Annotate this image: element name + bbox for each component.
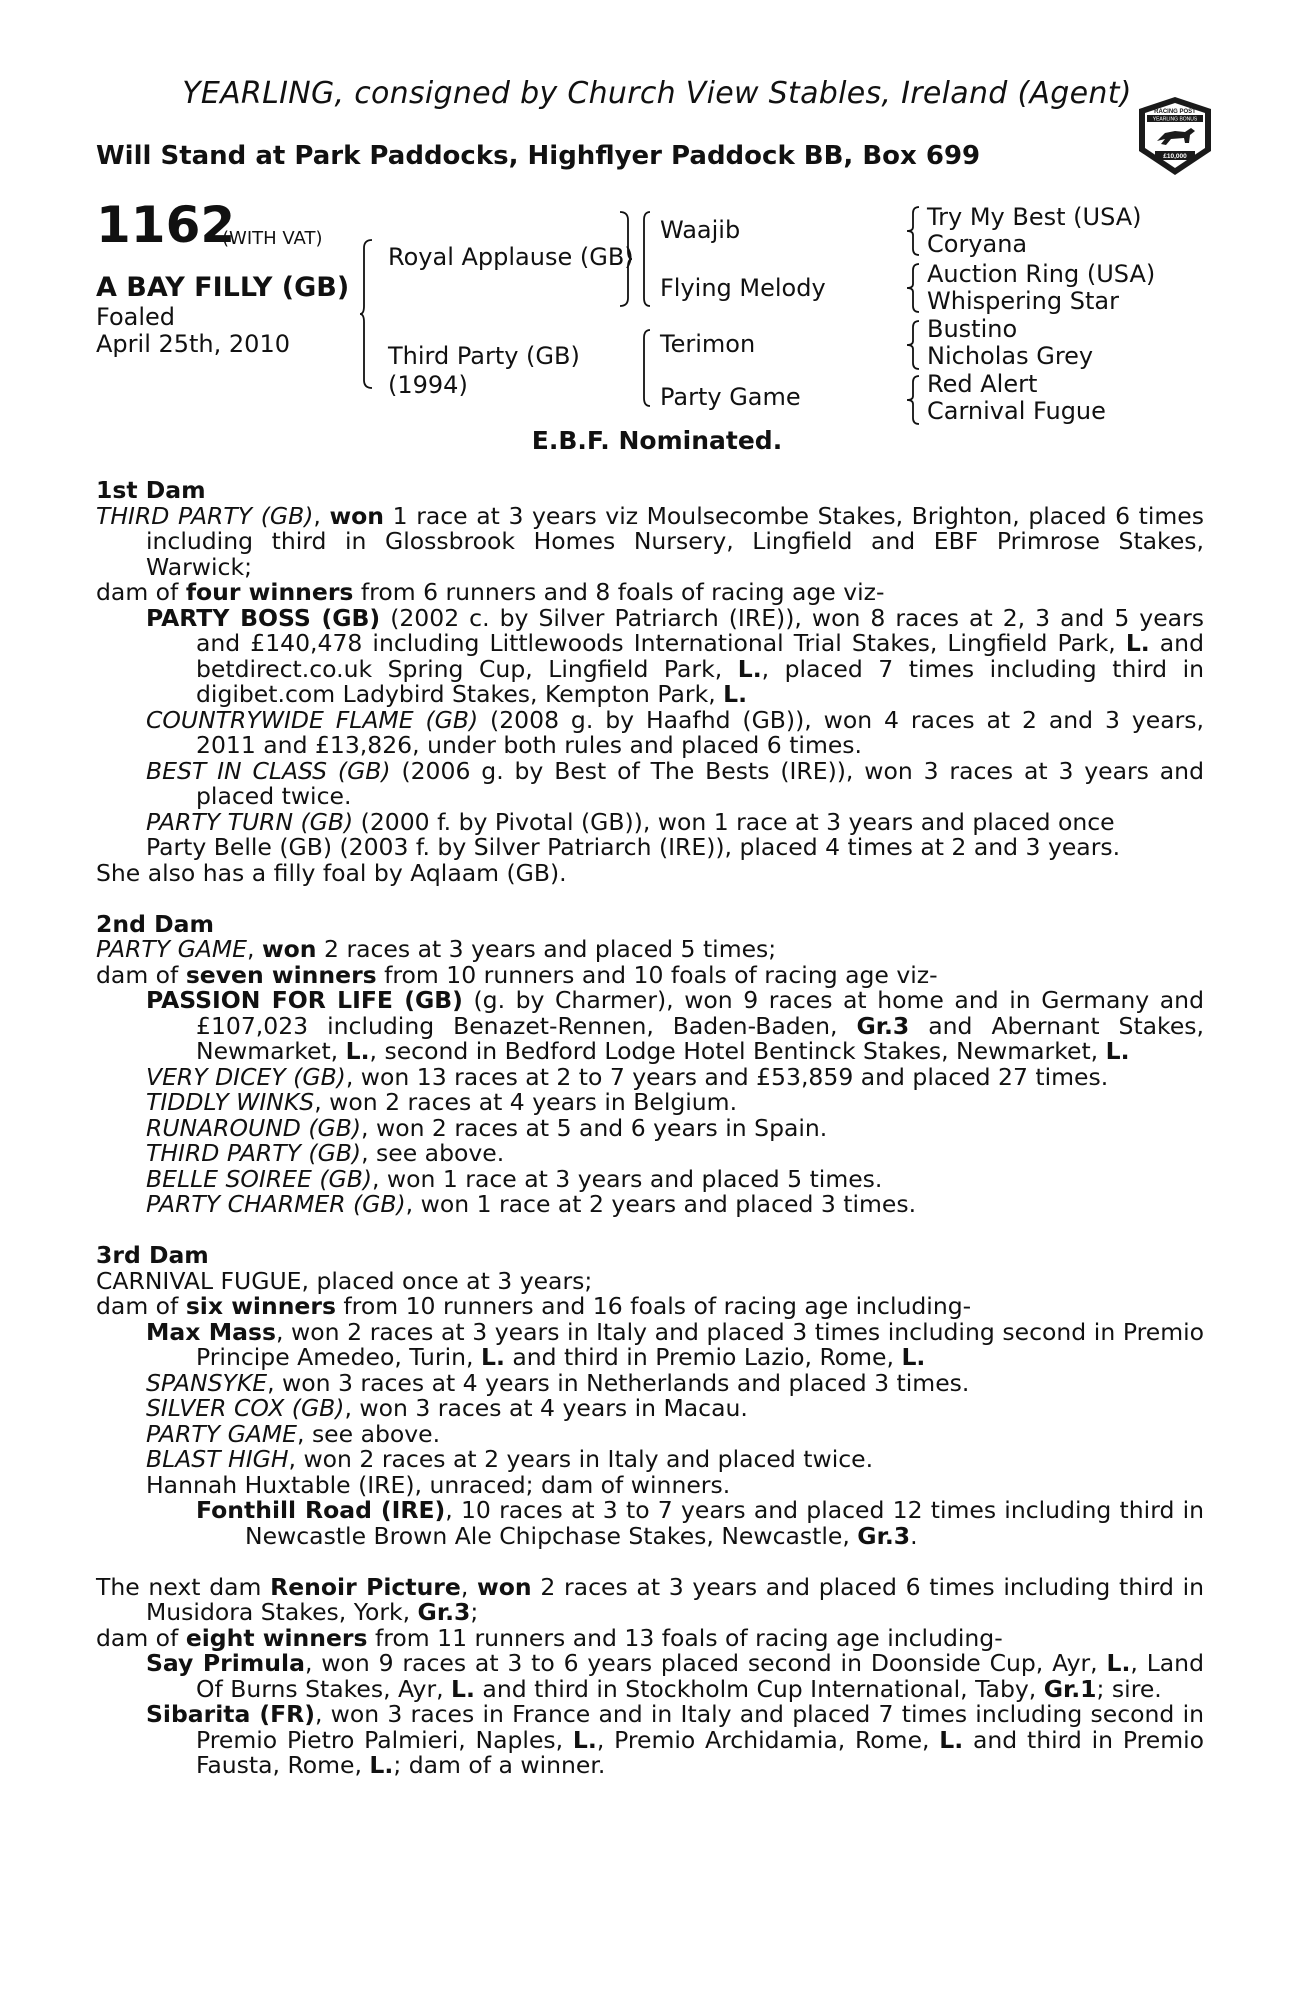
grade-marker: L. (737, 654, 762, 683)
horse-name: Fonthill Road (IRE) (196, 1496, 446, 1524)
produce-entry (96, 1651, 1204, 1702)
text-run: , won 9 races at 3 to 6 years placed second in Doonside Cup, Ayr, (304, 1649, 1107, 1677)
produce-entry (96, 1498, 1204, 1549)
produce-entry (96, 1141, 1204, 1167)
lot-number: 1162 (96, 196, 236, 254)
text-run: , won 13 races at 2 to 7 years and £53,859 and placed 27 times. (345, 1062, 1109, 1091)
text-run: from 6 runners and 8 foals of racing age viz- (353, 578, 885, 606)
grade-marker: L. (901, 1343, 926, 1371)
text-run: and Abernant Stakes, Newmarket, (196, 1011, 1204, 1065)
horse-name: PASSION FOR LIFE (GB) (146, 986, 463, 1014)
text-run: and third in Premio Fausta, Rome, (196, 1725, 1204, 1779)
section-3rd-dam (96, 1243, 1204, 1549)
text-run: , Premio Archidamia, Rome, (596, 1725, 940, 1754)
pedigree-brace-g4 (905, 374, 921, 426)
text-run: , Land Of Burns Stakes, Ayr, (196, 1649, 1204, 1703)
pedigree-gg-7: Red Alert (927, 370, 1038, 398)
produce-entry (96, 603, 1204, 708)
text-run: from 10 runners and 16 foals of racing age including- (335, 1292, 972, 1320)
produce-entry: Party Belle (GB) (2003 f. by Silver Patriarch (IRE)), placed 4 times at 2 and 3 years. (146, 833, 1121, 861)
horse-name: SILVER COX (GB) (146, 1394, 345, 1422)
pedigree-brace-g3 (905, 319, 921, 371)
pedigree-brace-g1 (905, 205, 921, 257)
pedigree-dam-dam: Party Game (660, 383, 801, 411)
pedigree-dam-sire: Terimon (660, 330, 756, 358)
text-run: , (247, 935, 262, 963)
text-run: 2 races at 3 years and placed 5 times; (316, 935, 777, 963)
grade-marker: L. (1106, 1649, 1131, 1677)
produce-entry (96, 1702, 1204, 1779)
horse-name: THIRD PARTY (GB) (96, 501, 314, 530)
section-title: 3rd Dam (96, 1241, 209, 1269)
catalogue-body (96, 478, 1204, 1779)
text-run: ; (470, 1598, 479, 1626)
text-run: , won 2 races at 5 and 6 years in Spain. (361, 1113, 828, 1142)
grade-marker: L. (1105, 1037, 1130, 1065)
produce-entry (96, 1447, 1204, 1473)
text-run: dam of (96, 960, 186, 989)
text-run: The next dam (96, 1572, 271, 1601)
text-run: and third in Premio Lazio, Rome, (504, 1343, 902, 1371)
text-run: , won 3 races at 4 years in Macau. (344, 1394, 748, 1422)
won-keyword: won (261, 935, 317, 963)
pedigree-sire-sire: Waajib (660, 216, 741, 244)
badge-mid-text: YEARLING BONUS (1152, 116, 1198, 123)
dam-entry (96, 1572, 1205, 1626)
produce-entry (96, 807, 1204, 836)
text-run: and third in Stockholm Cup International, Taby, (474, 1674, 1044, 1703)
text-run: ; sire. (1096, 1674, 1162, 1703)
dam-entry: CARNIVAL FUGUE, placed once at 3 years; (96, 1266, 593, 1295)
produce-summary (96, 580, 1204, 606)
horse-name: PARTY TURN (GB) (146, 807, 354, 836)
text-run: (2008 g. by Haafhd (GB)), won 4 races at 2 and 3 years, 2011 and £13,826, under both rules and placed 6 times. (196, 705, 1204, 759)
won-keyword: won (477, 1572, 532, 1601)
produce-entry (96, 756, 1204, 810)
section-title: 1st Dam (96, 476, 206, 504)
section-1st-dam (96, 478, 1204, 886)
foal-note: She also has a filly foal by Aqlaam (GB). (96, 858, 567, 887)
text-run: dam of (96, 1292, 186, 1320)
horse-name: PARTY BOSS (GB) (146, 603, 381, 632)
horse-name: TIDDLY WINKS (146, 1088, 315, 1116)
pedigree-brace-main (360, 238, 374, 390)
produce-entry (96, 1192, 1204, 1218)
horse-name: COUNTRYWIDE FLAME (GB) (146, 705, 479, 734)
text-run: , 10 races at 3 to 7 years and placed 12 times including third in Newcastle Brown Ale Chipchase Stakes, Newcastle, (245, 1496, 1204, 1550)
produce-entry (96, 1419, 1204, 1448)
winners-count: eight winners (185, 1623, 368, 1652)
horse-name: VERY DICEY (GB) (146, 1062, 346, 1091)
text-run: (2002 c. by Silver Patriarch (IRE)), won 8 races at 2, 3 and 5 years and £140,478 including Littlewoods International Trial Stakes, Lingfield Park, (196, 603, 1204, 657)
text-run: , won 2 races at 2 years in Italy and placed twice. (288, 1445, 874, 1473)
section-title: 2nd Dam (96, 909, 214, 938)
winners-count: seven winners (185, 960, 377, 989)
text-run: , (460, 1572, 478, 1601)
winners-count: six winners (185, 1292, 336, 1320)
pedigree-gg-6: Nicholas Grey (927, 342, 1094, 370)
horse-name: BELLE SOIREE (GB) (146, 1164, 372, 1193)
badge-amount-text: £10,000 (1163, 153, 1187, 160)
text-run: , won 3 races at 4 years in Netherlands and placed 3 times. (267, 1368, 970, 1397)
text-run: , see above. (297, 1419, 441, 1448)
grade-marker: L. (451, 1674, 475, 1703)
vat-note: (WITH VAT) (222, 228, 323, 249)
pedigree-brace-dam-dam (640, 328, 652, 408)
produce-entry (96, 1090, 1204, 1116)
horse-name: PARTY GAME (146, 1419, 297, 1448)
grade-marker: L. (1125, 629, 1150, 657)
horse-name: BEST IN CLASS (GB) (146, 756, 391, 785)
text-run: , won 2 races at 3 years in Italy and placed 3 times including second in Premio Principe Amedeo, Turin, (196, 1317, 1204, 1371)
produce-entry (96, 705, 1204, 759)
pedigree-gg-8: Carnival Fugue (927, 397, 1106, 425)
produce-entry (96, 1368, 1204, 1397)
text-run: , placed 7 times including third in digibet.com Ladybird Stakes, Kempton Park, (196, 654, 1204, 708)
pedigree-dam-year: (1994) (388, 371, 468, 399)
text-run: , second in Bedford Lodge Hotel Bentinck Stakes, Newmarket, (369, 1037, 1106, 1065)
produce-entry (96, 1113, 1204, 1142)
section-next-dam (96, 1572, 1205, 1779)
horse-name: Say Primula (146, 1649, 305, 1677)
yearling-bonus-badge-icon (1135, 95, 1215, 177)
produce-entry (96, 988, 1204, 1065)
grade-marker: L. (345, 1037, 370, 1065)
dam-entry (96, 937, 1204, 963)
grade-marker: Gr.3 (417, 1598, 471, 1626)
pedigree-gg-5: Bustino (927, 315, 1018, 343)
text-run: , won 3 races in France and in Italy and placed 7 times including second in Premio Pietro Palmieri, Naples, (196, 1700, 1204, 1754)
horse-name: BLAST HIGH (146, 1445, 289, 1473)
grade-marker: L. (572, 1725, 597, 1754)
produce-entry (96, 1164, 1204, 1193)
horse-name: PARTY CHARMER (GB) (146, 1190, 406, 1218)
grade-marker: Gr.3 (856, 1011, 910, 1040)
consignment-header: YEARLING, consigned by Church View Stables, Ireland (Agent) (182, 76, 1132, 111)
grade-marker: Gr.3 (857, 1521, 911, 1550)
text-run: (2006 g. by Best of The Bests (IRE)), won 3 races at 3 years and placed twice. (196, 756, 1204, 810)
text-run: from 10 runners and 10 foals of racing age viz- (376, 960, 938, 989)
produce-summary (96, 960, 1204, 989)
stand-location: Will Stand at Park Paddocks, Highflyer Paddock BB, Box 699 (96, 141, 981, 171)
dam-entry (96, 501, 1204, 581)
pedigree-sire-dam: Flying Melody (660, 274, 826, 302)
horse-name: Renoir Picture (270, 1572, 461, 1601)
grade-marker: Gr.1 (1043, 1674, 1097, 1703)
pedigree-gg-3: Auction Ring (USA) (927, 260, 1156, 288)
text-run: (2000 f. by Pivotal (GB)), won 1 race at 3 years and placed once (353, 807, 1115, 836)
text-run: dam of (96, 578, 186, 606)
section-2nd-dam (96, 909, 1204, 1218)
winners-count: four winners (185, 578, 354, 606)
badge-top-text: RACING POST (1154, 109, 1196, 115)
horse-name: THIRD PARTY (GB) (146, 1139, 362, 1167)
text-run: (g. by Charmer), won 9 races at home and in Germany and £107,023 including Benazet-Rennen, Baden-Baden, (196, 986, 1204, 1040)
pedigree-gg-4: Whispering Star (927, 287, 1119, 315)
pedigree-brace-g2 (905, 262, 921, 314)
produce-summary (96, 1623, 1204, 1652)
produce-entry (96, 1317, 1204, 1371)
produce-entry: Hannah Huxtable (IRE), unraced; dam of winners. (146, 1470, 731, 1499)
grade-marker: L. (723, 680, 748, 708)
text-run: 2 races at 3 years and placed 6 times including third in Musidora Stakes, York, (146, 1572, 1205, 1626)
horse-name: RUNAROUND (GB) (146, 1113, 362, 1142)
text-run: from 11 runners and 13 foals of racing age including- (367, 1623, 1003, 1652)
foaled-label: Foaled (96, 303, 176, 331)
grade-marker: L. (369, 1751, 394, 1779)
text-run: , see above. (361, 1139, 505, 1167)
pedigree-dam: Third Party (GB) (388, 342, 580, 370)
text-run: 1 race at 3 years viz Moulsecombe Stakes, Brighton, placed 6 times including third in Glossbrook Homes Nursery, Lingfield and EBF Primrose Stakes, Warwick; (146, 501, 1204, 581)
won-keyword: won (329, 501, 385, 530)
horse-name: PARTY GAME (96, 935, 247, 963)
text-run: , won 2 races at 4 years in Belgium. (314, 1088, 738, 1116)
foaled-date: April 25th, 2010 (96, 330, 290, 358)
pedigree-brace-sire-sire (640, 210, 652, 308)
pedigree-gg-1: Try My Best (USA) (927, 203, 1142, 231)
text-run: . (910, 1521, 918, 1550)
ebf-nominated: E.B.F. Nominated. (531, 426, 783, 455)
grade-marker: L. (939, 1725, 964, 1754)
horse-name: Max Mass (146, 1317, 276, 1346)
produce-summary (96, 1294, 1204, 1320)
lot-description: A BAY FILLY (GB) (96, 272, 350, 303)
text-run: , won 1 race at 3 years and placed 5 times. (371, 1164, 883, 1193)
horse-name: Sibarita (FR) (146, 1700, 315, 1728)
text-run: , (313, 501, 330, 530)
text-run: , won 1 race at 2 years and placed 3 times. (405, 1190, 917, 1218)
horse-name: SPANSYKE (146, 1368, 268, 1397)
text-run: and betdirect.co.uk Spring Cup, Lingfield Park, (196, 629, 1204, 683)
pedigree-sire: Royal Applause (GB) (388, 243, 634, 271)
grade-marker: L. (480, 1343, 505, 1371)
pedigree-gg-2: Coryana (927, 230, 1028, 258)
produce-entry (96, 1396, 1204, 1422)
text-run: ; dam of a winner. (393, 1751, 606, 1779)
produce-entry (96, 1062, 1204, 1091)
text-run: dam of (96, 1623, 186, 1652)
